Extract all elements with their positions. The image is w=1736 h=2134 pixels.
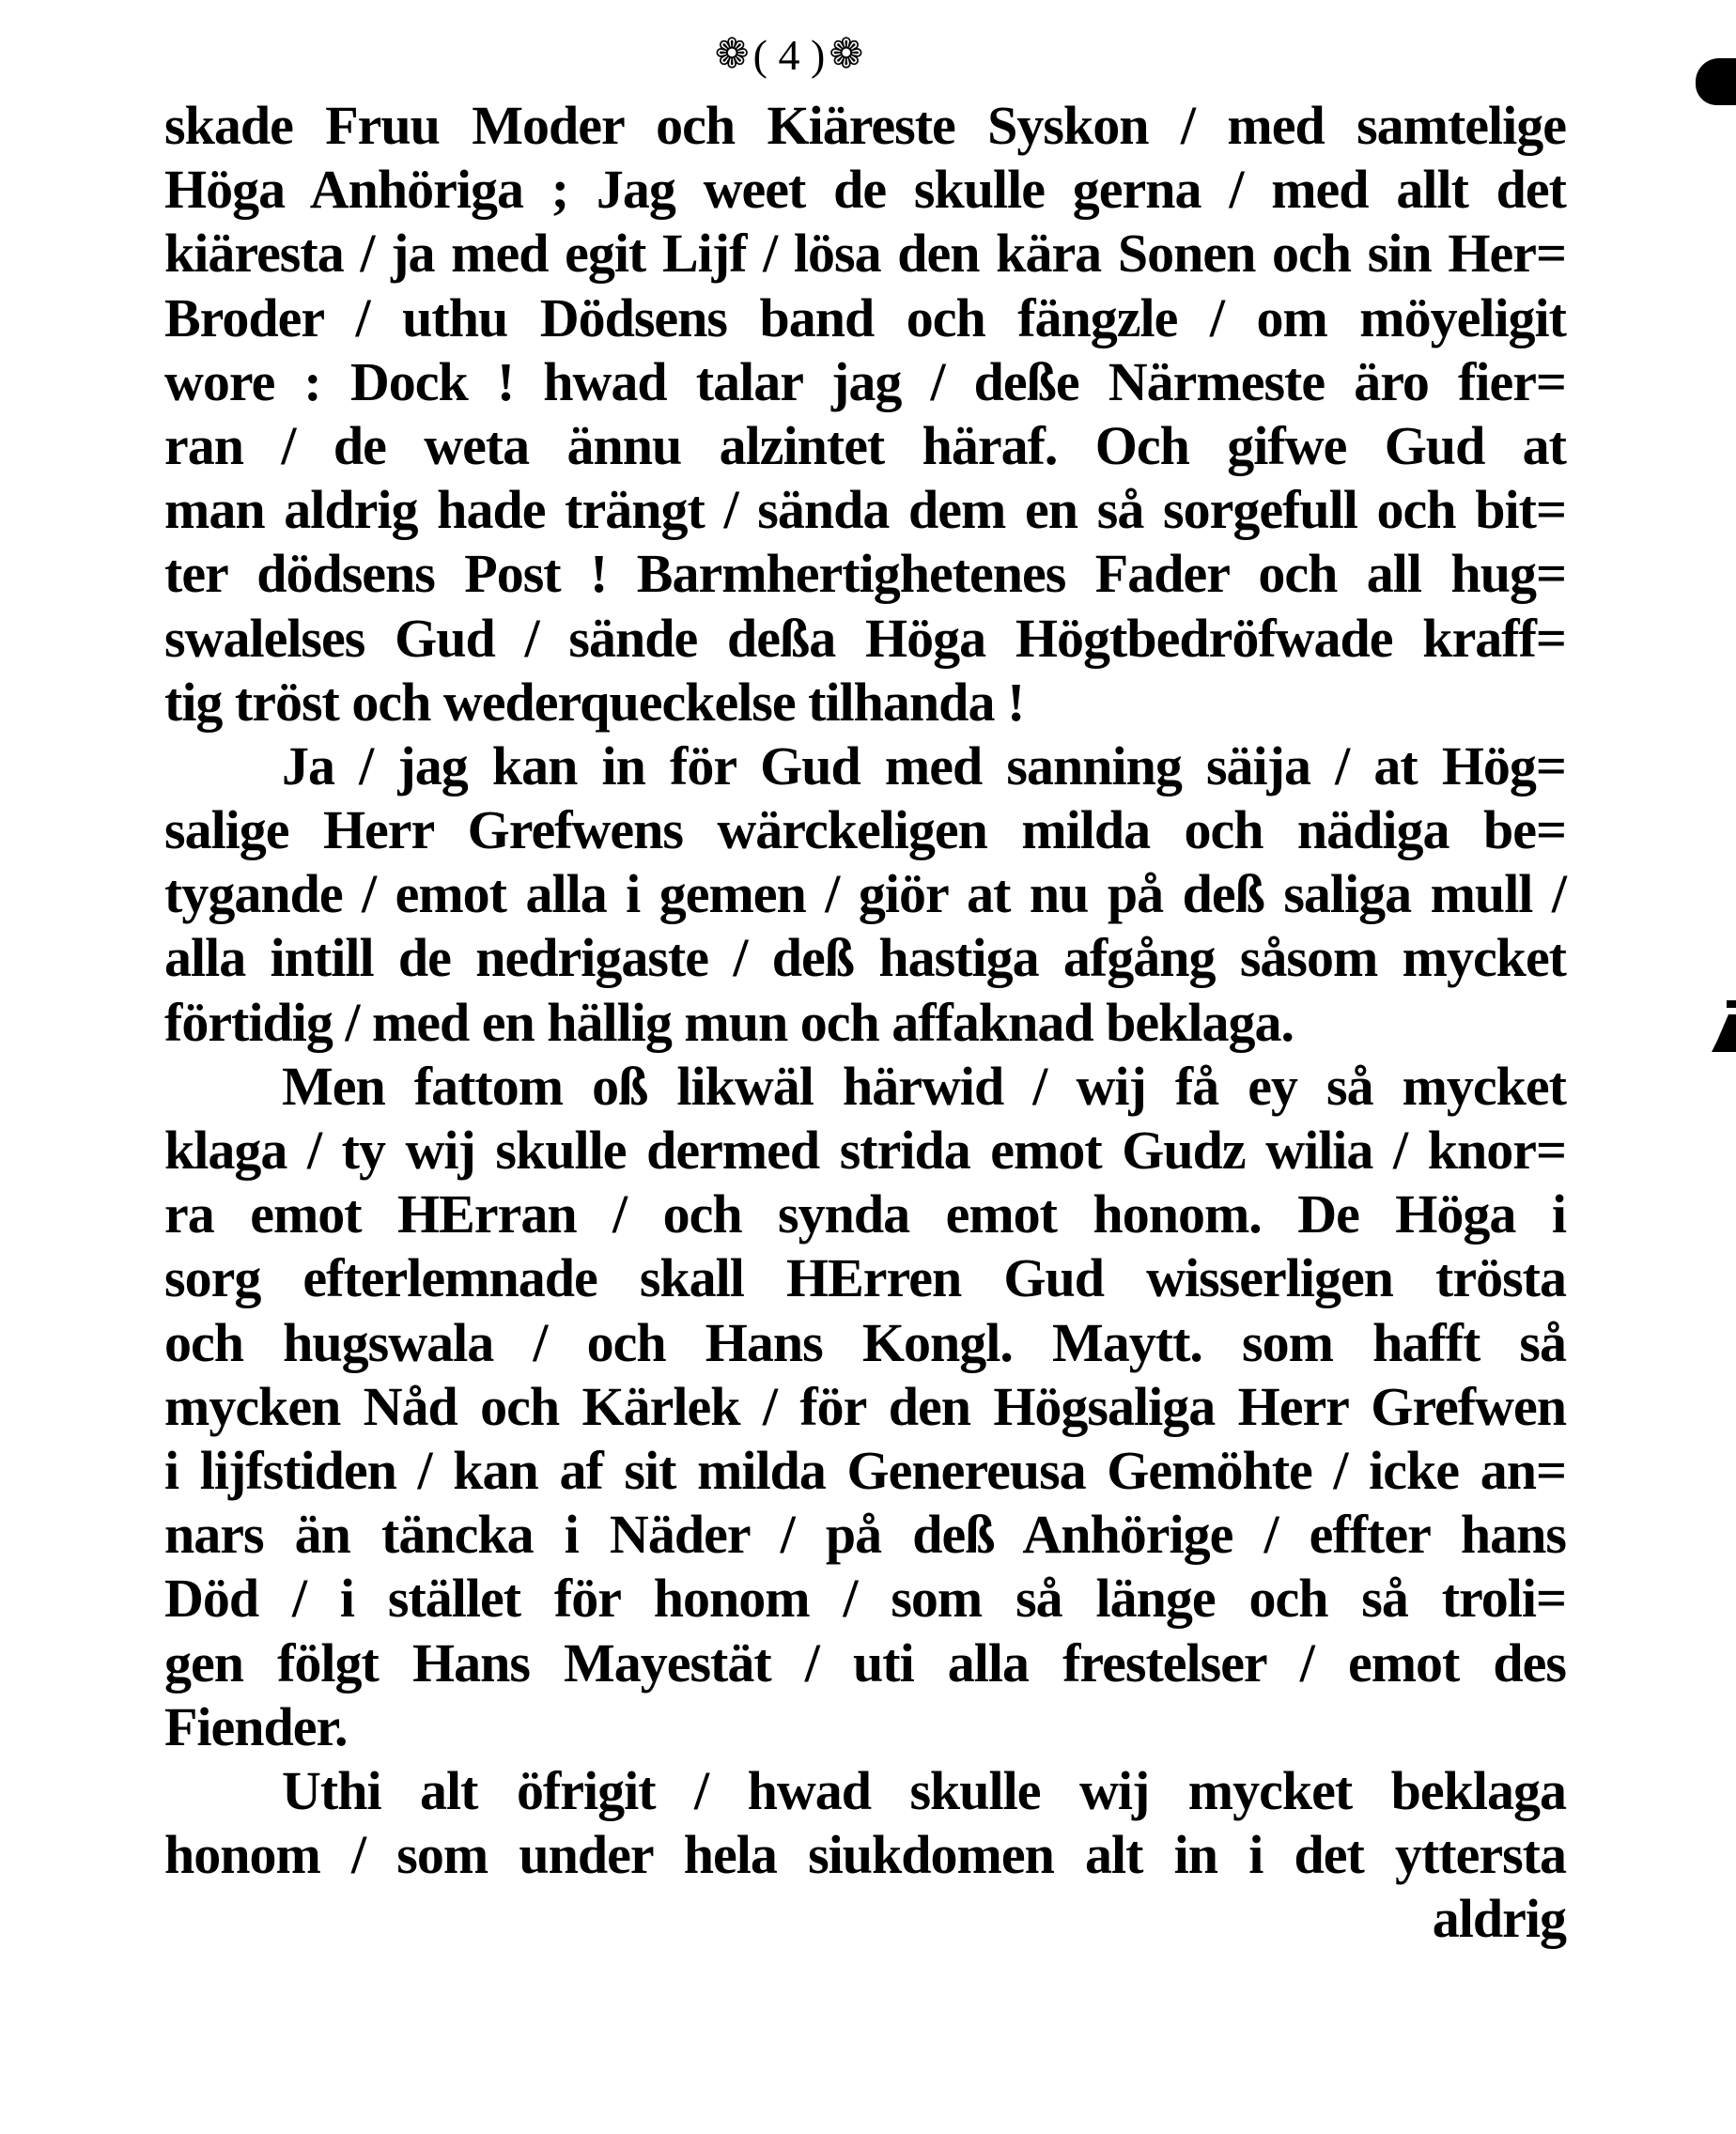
text-line: tig tröst och wederqueckelse tilhanda ! [164,671,1025,733]
text-line: ra emot HErran / och synda emot honom. De Höga i [164,1183,1566,1245]
page-number: ( 4 ) [752,30,826,79]
text-line: Fiender. [164,1695,348,1757]
text-line: gen fölgt Hans Mayestät / uti alla frestelser / emot des [164,1631,1566,1693]
body-text [164,94,1566,1951]
text-line: Höga Anhöriga ; Jag weet de skulle gerna / med allt det [164,159,1566,221]
ink-blot-mark [1712,1014,1736,1052]
text-line: Broder / uthu Dödsens band och fängzle / om möyeligit [164,286,1566,348]
text-line: i lijfstiden / kan af sit milda Genereusa Gemöhte / icke an= [164,1439,1566,1501]
text-line: man aldrig hade trängt / sända dem en så sorgefull och bit= [164,479,1566,541]
text-line: honom / som under hela siukdomen alt in i det yttersta [164,1824,1566,1886]
text-line: Död / i stället för honom / som så länge och så troli= [164,1568,1566,1630]
catchword: aldrig [1432,1888,1566,1950]
text-line: och hugswala / och Hans Kongl. Maytt. som hafft så [164,1311,1566,1373]
text-line: tygande / emot alla i gemen / giör at nu på deß saliga mull / [164,863,1566,925]
ink-blot-mark [1696,58,1736,105]
text-line: salige Herr Grefwens wärckeligen milda och nädiga be= [164,799,1566,861]
page-header [676,26,902,83]
text-line: wore : Dock ! hwad talar jag / deße Närmeste äro fier= [164,350,1566,412]
text-line: ter dödsens Post ! Barmhertighetenes Fader och all hug= [164,543,1566,605]
text-line: mycken Nåd och Kärlek / för den Högsaliga Herr Grefwen [164,1375,1566,1437]
text-line: klaga / ty wij skulle dermed strida emot Gudz wilia / knor= [164,1120,1566,1181]
paragraph-start-line: Men fattom oß likwäl härwid / wij få ey så mycket [282,1055,1566,1117]
text-line: förtidig / med en hällig mun och affaknad beklaga. [164,991,1294,1053]
text-line: skade Fruu Moder och Kiäreste Syskon / med samtelige [164,95,1566,156]
ornament-left-icon: ❁ [714,31,750,77]
text-line: kiäresta / ja med egit Lijf / lösa den kära Sonen och sin Her= [164,223,1566,285]
text-line: alla intill de nedrigaste / deß hastiga afgång såsom mycket [164,927,1566,989]
paragraph-start-line: Ja / jag kan in för Gud med sanning säija / at Hög= [282,735,1566,796]
ornament-right-icon: ❁ [829,31,864,77]
ink-blot-mark [1727,1000,1736,1008]
text-line: ran / de weta ännu alzintet häraf. Och gifwe Gud at [164,414,1566,476]
text-line: sorg efterlemnade skall HErren Gud wisserligen trösta [164,1247,1566,1309]
paragraph-start-line: Uthi alt öfrigit / hwad skulle wij mycket beklaga [282,1759,1566,1821]
text-line: swalelses Gud / sände deßa Höga Högtbedröfwade kraff= [164,607,1566,669]
text-line: nars än täncka i Näder / på deß Anhörige / effter hans [164,1504,1566,1566]
